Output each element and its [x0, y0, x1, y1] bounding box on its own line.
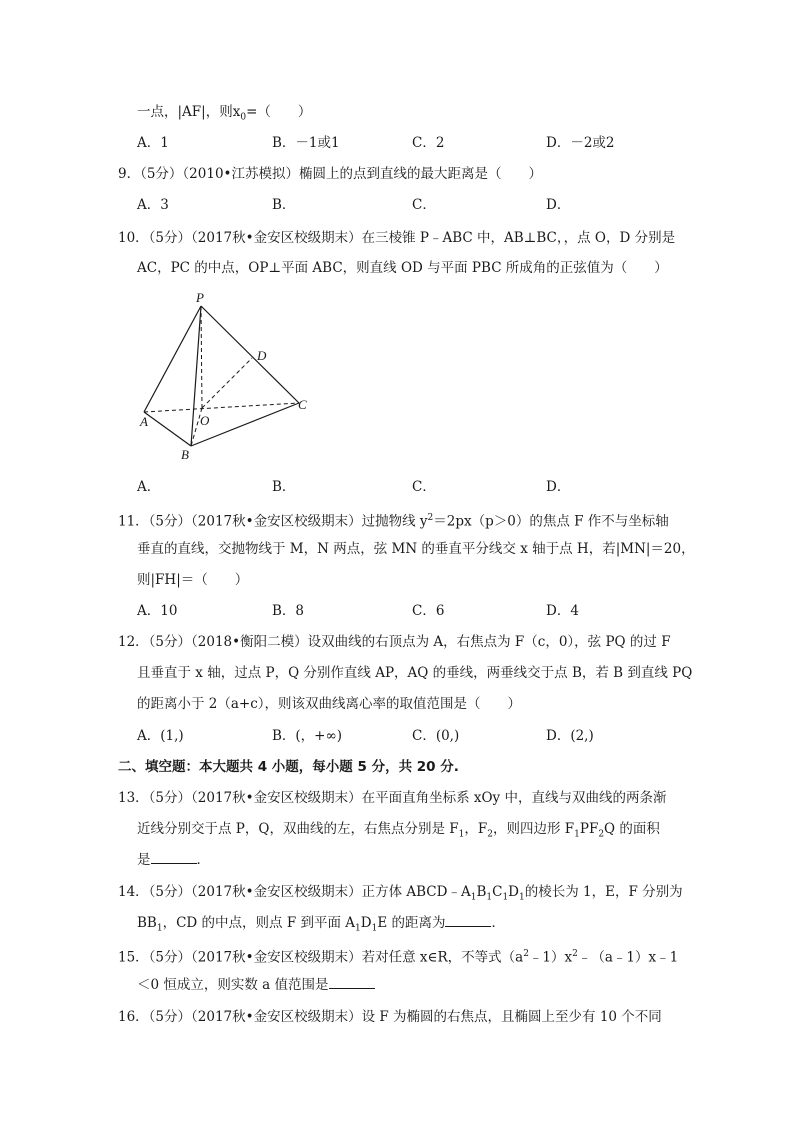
q13-stem-line1: 13．（5分）（2017秋•金安区校级期末）在平面直角坐标系 xOy 中，直线与双曲线的两条渐	[118, 790, 667, 806]
q14-stem-line2: $BB_1$，CD 的中点，则点 F 到平面 $A_1D_1E$ 的距离为 ．	[137, 915, 505, 934]
q13-stem-line2: 近线分别交于点 P，Q，双曲线的左，右焦点分别是 $F_1$，$F_2$，则四边形 $F_1PF_2Q$ 的面积	[137, 821, 660, 840]
q10-option-a: A．	[137, 479, 161, 495]
q11-stem-line2: 垂直的直线，交抛物线于 M，N 两点，弦 MN 的垂直平分线交 x 轴于点 H，若|MN|＝20，	[137, 541, 695, 557]
q12-stem-line1: 12．（5分）（2018•衡阳二模）设双曲线的右顶点为 A，右焦点为 F（c，0），弦 PQ 的过 F	[118, 634, 671, 650]
edge-PO-hidden	[201, 306, 202, 408]
q12-option-a: A．(1,)	[137, 728, 184, 744]
q12-option-b: B．(，+∞)	[272, 728, 343, 744]
q14-stem-line1: 14．（5分）（2017秋•金安区校级期末）正方体 $ABCD﹣A_1B_1C_1D_1$的棱长为 1，E，F 分别为	[118, 884, 683, 903]
q8-stem-tail: 一点，|AF|，则$x_0=$（ ）	[137, 104, 312, 123]
edge-PC	[201, 306, 299, 403]
q10-stem-line1: 10．（5分）（2017秋•金安区校级期末）在三棱锥 P﹣ABC 中，AB⊥BC，，点 O，D 分别是	[118, 230, 676, 246]
q11-option-b: B．8	[272, 603, 305, 619]
q12-stem-line3: 的距离小于 2（a+c），则该双曲线离心率的取值范围是（ ）	[137, 696, 522, 712]
edge-PA	[144, 306, 201, 412]
q15-stem-line2: ＜0 恒成立，则实数 a 值范围是	[137, 976, 375, 994]
q8-option-a: A．1	[137, 135, 169, 151]
q11-stem-line1: 11．（5分）（2017秋•金安区校级期末）过抛物线 $y^2=2px(p>0)$的焦点 F 作不与坐标轴	[118, 513, 669, 530]
q9-option-d: D．	[546, 197, 571, 213]
edge-AB	[144, 412, 191, 446]
q8-option-b: B．－1或1	[272, 135, 340, 151]
q10-stem-line2: AC，PC 的中点，OP⊥平面 ABC，则直线 OD 与平面 PBC 所成角的正弦值为（ ）	[137, 260, 668, 276]
q9-option-b: B．	[272, 197, 296, 213]
q12-option-d: D．(2,)	[546, 728, 594, 744]
edge-AC-hidden	[144, 403, 299, 412]
q11-stem-line3: 则|FH|＝（ ）	[137, 572, 249, 588]
q8-option-d: D．－2或2	[546, 135, 615, 151]
label-C: C	[298, 397, 307, 412]
q9-option-c: C．	[412, 197, 436, 213]
label-O: O	[200, 413, 210, 428]
q11-option-a: A．10	[137, 603, 178, 619]
q12-option-c: C．(0,)	[412, 728, 460, 744]
label-D: D	[257, 348, 267, 363]
q10-option-c: C．	[412, 479, 436, 495]
q13-stem-line3: 是 ．	[137, 852, 210, 868]
q16-stem-line1: 16．（5分）（2017秋•金安区校级期末）设 F 为椭圆的右焦点，且椭圆上至少有 10 个不同	[118, 1009, 662, 1025]
q10-option-b: B．	[272, 479, 296, 495]
q13-answer-blank[interactable]	[151, 851, 197, 864]
q15-stem-line1: 15．（5分）（2017秋•金安区校级期末）若对任意 x∈R，不等式$(a^2﹣1)x^2﹣(a﹣1)x﹣1$	[118, 949, 679, 966]
q9-option-a: A．3	[137, 197, 169, 213]
q12-stem-line2: 且垂直于 x 轴，过点 P，Q 分别作直线 AP，AQ 的垂线，两垂线交于点 B，若 B 到直线 PQ	[137, 665, 693, 681]
section-2-heading: 二、填空题：本大题共 4 小题，每小题 5 分，共 20 分.	[118, 759, 459, 775]
q11-option-c: C．6	[412, 603, 445, 619]
q8-option-c: C．2	[412, 135, 445, 151]
q10-option-d: D．	[546, 479, 571, 495]
q11-option-d: D．4	[546, 603, 579, 619]
q10-pyramid-figure	[130, 288, 330, 468]
q14-answer-blank[interactable]	[445, 914, 491, 927]
edge-OD-hidden	[202, 358, 252, 408]
q9-stem: 9．（5分）（2010•江苏模拟）椭圆上的点到直线的最大距离是（ ）	[118, 166, 542, 182]
q15-answer-blank[interactable]	[329, 976, 375, 989]
label-B: B	[181, 447, 189, 462]
label-A: A	[140, 414, 148, 429]
label-P: P	[196, 290, 204, 305]
